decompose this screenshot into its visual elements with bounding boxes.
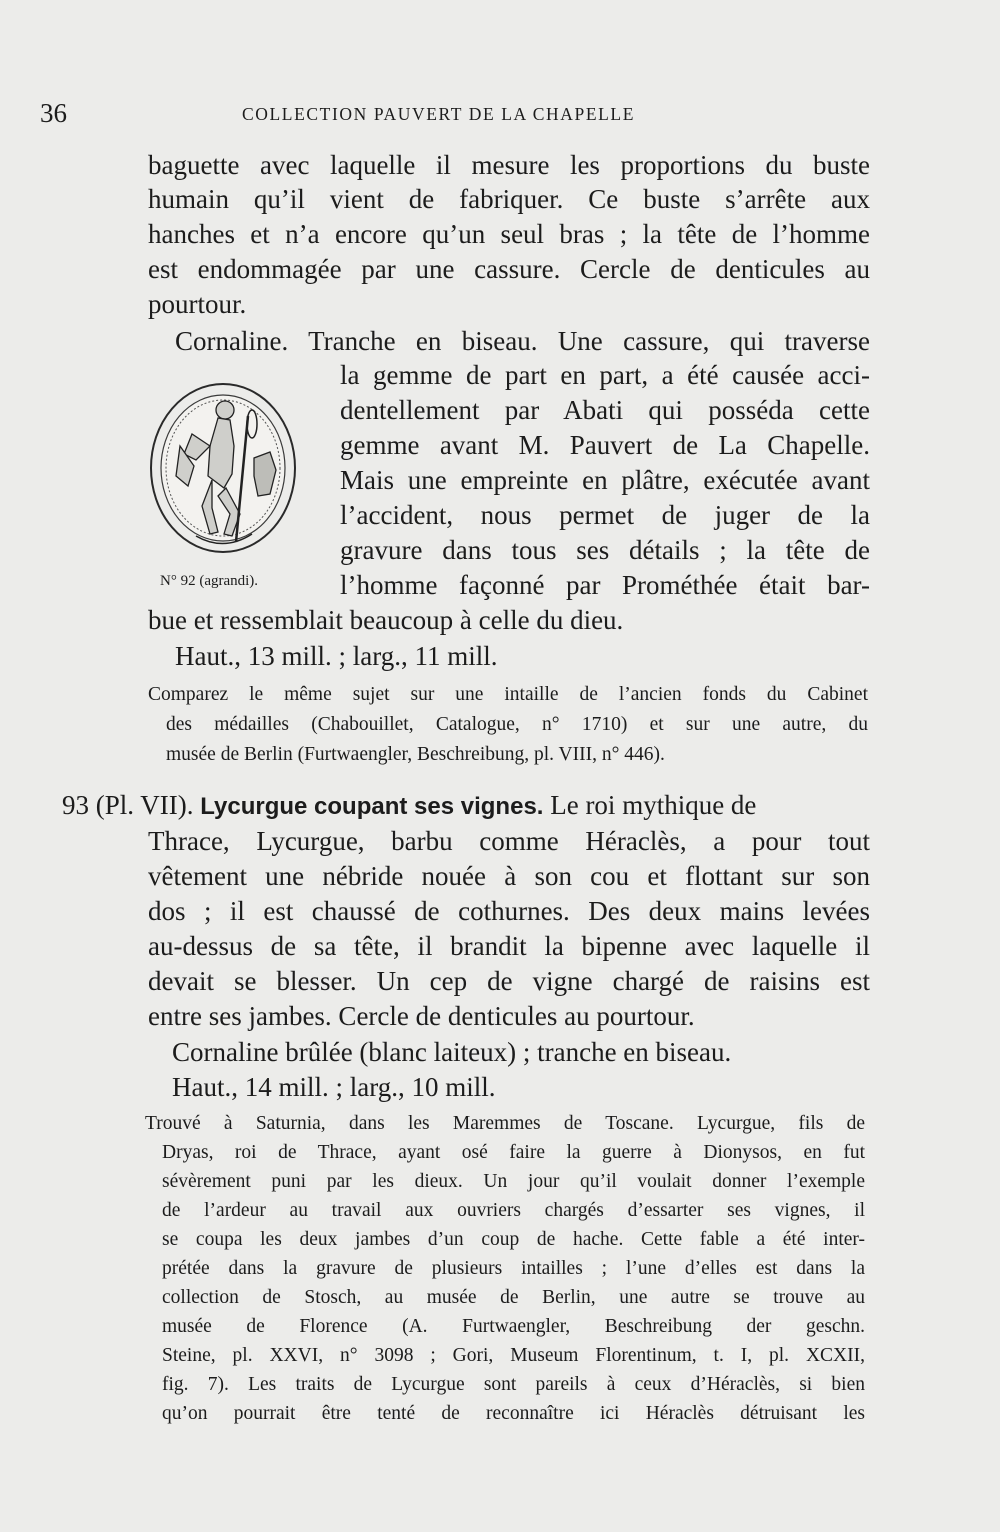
- note-line: musée de Florence (A. Furtwaengler, Beschreibung der geschn.: [162, 1316, 865, 1337]
- text-line: pourtour.: [148, 289, 247, 319]
- note-line: de l’ardeur au travail aux ouvriers chargés d’essarter ses vignes, il: [162, 1200, 865, 1221]
- text-line: dos ; il est chaussé de cothurnes. Des deux mains levées: [148, 896, 870, 926]
- text-line: gravure dans tous ses détails ; la tête de: [340, 535, 870, 565]
- note-line: Dryas, roi de Thrace, ayant osé faire la guerre à Dionysos, en fut: [162, 1142, 865, 1163]
- text-line: gemme avant M. Pauvert de La Chapelle.: [340, 430, 870, 460]
- running-title: COLLECTION PAUVERT DE LA CHAPELLE: [242, 104, 635, 124]
- engraved-gem-figure: [140, 376, 310, 576]
- entry-first-line: Le roi mythique de: [550, 790, 757, 820]
- note-line: fig. 7). Les traits de Lycurgue sont pareils à ceux d’Héraclès, si bien: [162, 1374, 865, 1395]
- note-line: sévèrement puni par les dieux. Un jour qu’il voulait donner l’exemple: [162, 1171, 865, 1192]
- note-line: Comparez le même sujet sur une intaille de l’ancien fonds du Cabinet: [148, 684, 868, 705]
- text-line: bue et ressemblait beaucoup à celle du dieu.: [148, 605, 624, 635]
- dimensions-line: Haut., 13 mill. ; larg., 11 mill.: [175, 641, 498, 671]
- text-line: entre ses jambes. Cercle de denticules au pourtour.: [148, 1001, 695, 1031]
- note-line: prétée dans la gravure de plusieurs intailles ; l’une d’elles est dans la: [162, 1258, 865, 1279]
- page-number: 36: [40, 98, 67, 128]
- entry-title: Lycurgue coupant ses vignes.: [200, 793, 544, 820]
- text-line: au-dessus de sa tête, il brandit la bipenne avec laquelle il: [148, 931, 870, 961]
- note-line: collection de Stosch, au musée de Berlin, une autre se trouve au: [162, 1287, 865, 1308]
- figure-caption: N° 92 (agrandi).: [160, 573, 259, 589]
- dimensions-line: Haut., 14 mill. ; larg., 10 mill.: [172, 1072, 496, 1102]
- entry-heading-line: [62, 788, 870, 824]
- text-line: dentellement par Abati qui posséda cette: [340, 395, 870, 425]
- text-line: la gemme de part en part, a été causée acci-: [340, 360, 870, 390]
- text-line: hanches et n’a encore qu’un seul bras ; la tête de l’homme: [148, 219, 870, 249]
- entry-number: 93 (Pl. VII).: [62, 790, 194, 820]
- note-line: des médailles (Chabouillet, Catalogue, n° 1710) et sur une autre, du: [166, 714, 868, 735]
- text-line: Cornaline. Tranche en biseau. Une cassure, qui traverse: [175, 326, 870, 356]
- text-line: l’homme façonné par Prométhée était bar-: [340, 570, 870, 600]
- text-line: Cornaline brûlée (blanc laiteux) ; tranche en biseau.: [172, 1037, 732, 1067]
- text-line: baguette avec laquelle il mesure les proportions du buste: [148, 150, 870, 180]
- text-line: humain qu’il vient de fabriquer. Ce buste s’arrête aux: [148, 184, 870, 214]
- text-line: Mais une empreinte en plâtre, exécutée avant: [340, 465, 870, 495]
- note-line: qu’on pourrait être tenté de reconnaître ici Héraclès détruisant les: [162, 1403, 865, 1424]
- text-line: l’accident, nous permet de juger de la: [340, 500, 870, 530]
- note-line: se coupa les deux jambes d’un coup de hache. Cette fable a été inter-: [162, 1229, 865, 1250]
- text-line: est endommagée par une cassure. Cercle de denticules au: [148, 254, 870, 284]
- note-line: Steine, pl. XXVI, n° 3098 ; Gori, Museum Florentinum, t. I, pl. XCXII,: [162, 1345, 865, 1366]
- text-line: Thrace, Lycurgue, barbu comme Héraclès, a pour tout: [148, 826, 870, 856]
- note-line: Trouvé à Saturnia, dans les Maremmes de Toscane. Lycurgue, fils de: [145, 1113, 865, 1134]
- text-line: devait se blesser. Un cep de vigne chargé de raisins est: [148, 966, 870, 996]
- note-line: musée de Berlin (Furtwaengler, Beschreibung, pl. VIII, n° 446).: [166, 744, 665, 765]
- text-line: vêtement une nébride nouée à son cou et flottant sur son: [148, 861, 870, 891]
